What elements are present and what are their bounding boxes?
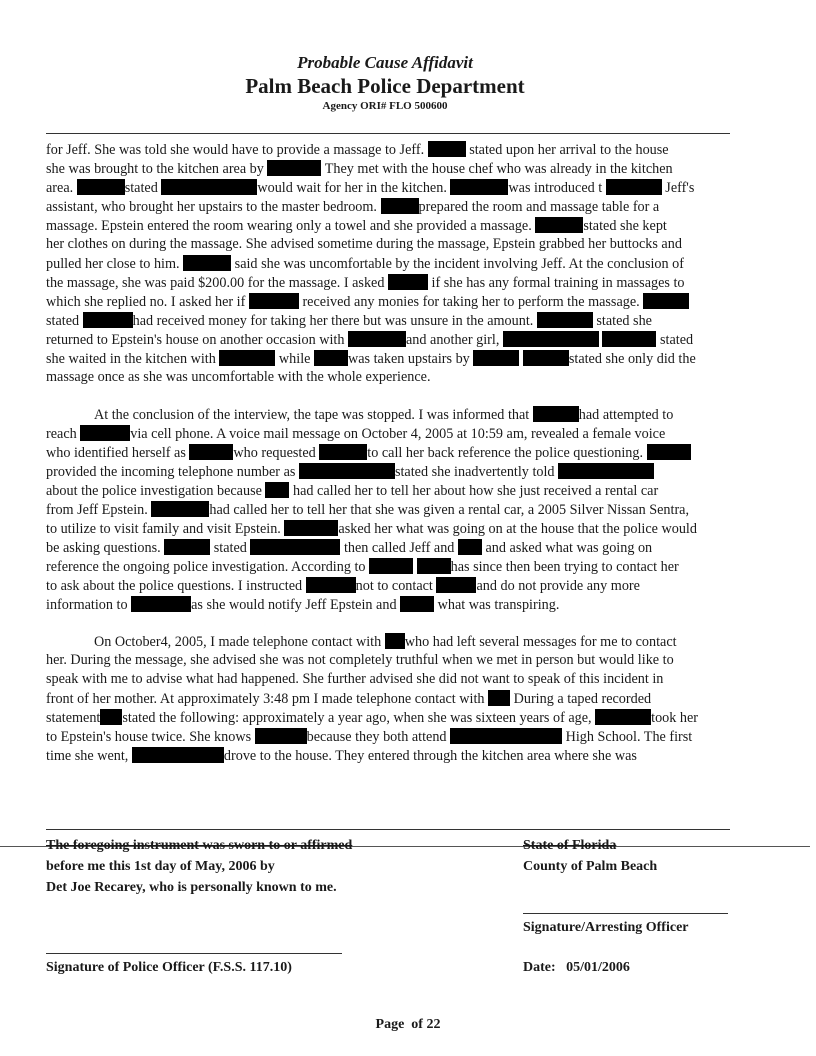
- text-line: reach via cell phone. A voice mail message on October 4, 2005 at 10:59 am, revealed a female voice: [46, 426, 666, 442]
- redaction-block: [558, 463, 654, 479]
- text-line: provided the incoming telephone number as stated she inadvertently told: [46, 463, 654, 481]
- redaction-block: [450, 179, 508, 195]
- redaction-block: [503, 331, 599, 347]
- text-line: be asking questions. stated then called Jeff and and asked what was going on: [46, 540, 653, 556]
- date-label: Date:: [523, 960, 556, 975]
- text-line: from Jeff Epstein. had called her to tell her that she was given a rental car, a 2005 Silver Nissan Sentra,: [46, 502, 690, 518]
- text-line: massage. Epstein entered the room wearing only a towel and she provided a massage. stated she kept: [46, 218, 667, 234]
- redaction-block: [388, 274, 428, 290]
- text-line: At the conclusion of the interview, the tape was stopped. I was informed that had attempted to: [94, 407, 674, 423]
- header-divider: [46, 133, 730, 134]
- text-line: information to as she would notify Jeff Epstein and what was transpiring.: [46, 597, 560, 613]
- redaction-block: [250, 539, 340, 555]
- redaction-block: [450, 728, 562, 744]
- redaction-block: [348, 331, 406, 347]
- redaction-block: [164, 539, 210, 555]
- redaction-block: [161, 179, 257, 195]
- redaction-block: [537, 312, 593, 328]
- redaction-block: [83, 312, 133, 328]
- redaction-block: [299, 463, 395, 479]
- text-line: statement stated the following: approximately a year ago, when she was sixteen years of age, took her: [46, 710, 699, 726]
- text-line: pulled her close to him. said she was uncomfortable by the incident involving Jeff. At the conclusion of: [46, 256, 684, 272]
- redaction-block: [189, 444, 233, 460]
- redaction-block: [606, 179, 662, 195]
- text-line: her. During the message, she advised she was not completely truthful when we met in person but would like to: [46, 652, 674, 668]
- text-line: she waited in the kitchen with while was taken upstairs by stated she only did the: [46, 351, 696, 367]
- signature-date: [523, 958, 630, 977]
- redaction-block: [284, 520, 338, 536]
- page-label: Page: [375, 1017, 405, 1032]
- redaction-block: [249, 293, 299, 309]
- redaction-block: [381, 198, 419, 214]
- redaction-block: [647, 444, 691, 460]
- redaction-block: [314, 350, 348, 366]
- department-name: Palm Beach Police Department: [245, 74, 525, 98]
- page-total: of 22: [411, 1017, 441, 1032]
- state-label: State of Florida: [523, 838, 617, 853]
- police-officer-signature-label: Signature of Police Officer (F.S.S. 117.10): [46, 960, 292, 975]
- redaction-block: [436, 577, 476, 593]
- redaction-block: [306, 577, 356, 593]
- redaction-block: [265, 482, 289, 498]
- redaction-block: [643, 293, 689, 309]
- arresting-signature-line: [523, 913, 728, 914]
- text-line: assistant, who brought her upstairs to the master bedroom. prepared the room and massage table for a: [46, 199, 660, 215]
- agency-ori: Agency ORI# FLO 500600: [322, 100, 448, 112]
- text-line: returned to Epstein's house on another occasion with and another girl, stated: [46, 332, 694, 348]
- arresting-officer-signature-label: Signature/Arresting Officer: [523, 920, 689, 935]
- redaction-block: [219, 350, 275, 366]
- text-line: to Epstein's house twice. She knows because they both attend High School. The first: [46, 729, 693, 745]
- text-line: to utilize to visit family and visit Epstein. asked her what was going on at the house that the police would: [46, 521, 697, 537]
- text-line: area. stated would wait for her in the kitchen. was introduced t Jeff's: [46, 180, 695, 196]
- text-line: which she replied no. I asked her if received any monies for taking her to perform the massage.: [46, 293, 689, 311]
- redaction-block: [473, 350, 519, 366]
- redaction-block: [132, 747, 224, 763]
- redaction-block: [183, 255, 231, 271]
- text-line: speak with me to advise what had happened. She further advised she did not want to speak of this incident in: [46, 671, 664, 687]
- redaction-block: [151, 501, 209, 517]
- text-line: who identified herself as who requested to call her back reference the police questioning.: [46, 444, 691, 462]
- text-line: about the police investigation because had called her to tell her about how she just received a rental car: [46, 483, 659, 499]
- redaction-block: [77, 179, 125, 195]
- text-line: reference the ongoing police investigation. According to has since then been trying to contact her: [46, 559, 679, 575]
- redaction-block: [488, 690, 510, 706]
- text-line: front of her mother. At approximately 3:48 pm I made telephone contact with During a taped recorded: [46, 691, 652, 707]
- redaction-block: [535, 217, 583, 233]
- affidavit-header: [0, 52, 770, 113]
- redaction-block: [533, 406, 579, 422]
- redaction-block: [602, 331, 656, 347]
- redaction-block: [255, 728, 307, 744]
- redaction-block: [100, 709, 122, 725]
- text-line: massage once as she was uncomfortable with the whole experience.: [46, 369, 431, 385]
- redaction-block: [428, 141, 466, 157]
- sworn-statement-line-1: The foregoing instrument was sworn to or affirmed: [46, 838, 353, 853]
- redaction-block: [523, 350, 569, 366]
- redaction-block: [267, 160, 321, 176]
- redaction-block: [369, 558, 413, 574]
- redaction-block: [80, 425, 130, 441]
- text-line: she was brought to the kitchen area by They met with the house chef who was already in the kitchen: [46, 161, 673, 177]
- redaction-block: [458, 539, 482, 555]
- redaction-block: [385, 633, 405, 649]
- text-line: to ask about the police questions. I instructed not to contact and do not provide any more: [46, 578, 640, 594]
- page-number: [0, 1017, 816, 1033]
- redaction-block: [400, 596, 434, 612]
- date-value: 05/01/2006: [566, 960, 630, 975]
- footer-divider: [46, 829, 730, 830]
- redaction-block: [595, 709, 651, 725]
- sworn-statement-line-3: Det Joe Recarey, who is personally known to me.: [46, 880, 337, 895]
- police-signature-line: [46, 953, 342, 954]
- sworn-statement-line-2: before me this 1st day of May, 2006 by: [46, 859, 275, 874]
- redaction-block: [319, 444, 367, 460]
- text-line: the massage, she was paid $200.00 for the massage. I asked if she has any formal training in massages to: [46, 275, 685, 291]
- redaction-block: [417, 558, 451, 574]
- text-line: for Jeff. She was told she would have to provide a massage to Jeff. stated upon her arrival to the house: [46, 142, 669, 158]
- text-line: On October4, 2005, I made telephone contact with who had left several messages for me to contact: [94, 634, 677, 650]
- document-title: Probable Cause Affidavit: [297, 53, 473, 72]
- county-label: County of Palm Beach: [523, 859, 658, 874]
- text-line: stated had received money for taking her there but was unsure in the amount. stated she: [46, 313, 652, 329]
- text-line: time she went, drove to the house. They entered through the kitchen area where she was: [46, 748, 637, 764]
- text-line: her clothes on during the massage. She advised sometime during the massage, Epstein grabbed her buttocks and: [46, 236, 682, 252]
- redaction-block: [131, 596, 191, 612]
